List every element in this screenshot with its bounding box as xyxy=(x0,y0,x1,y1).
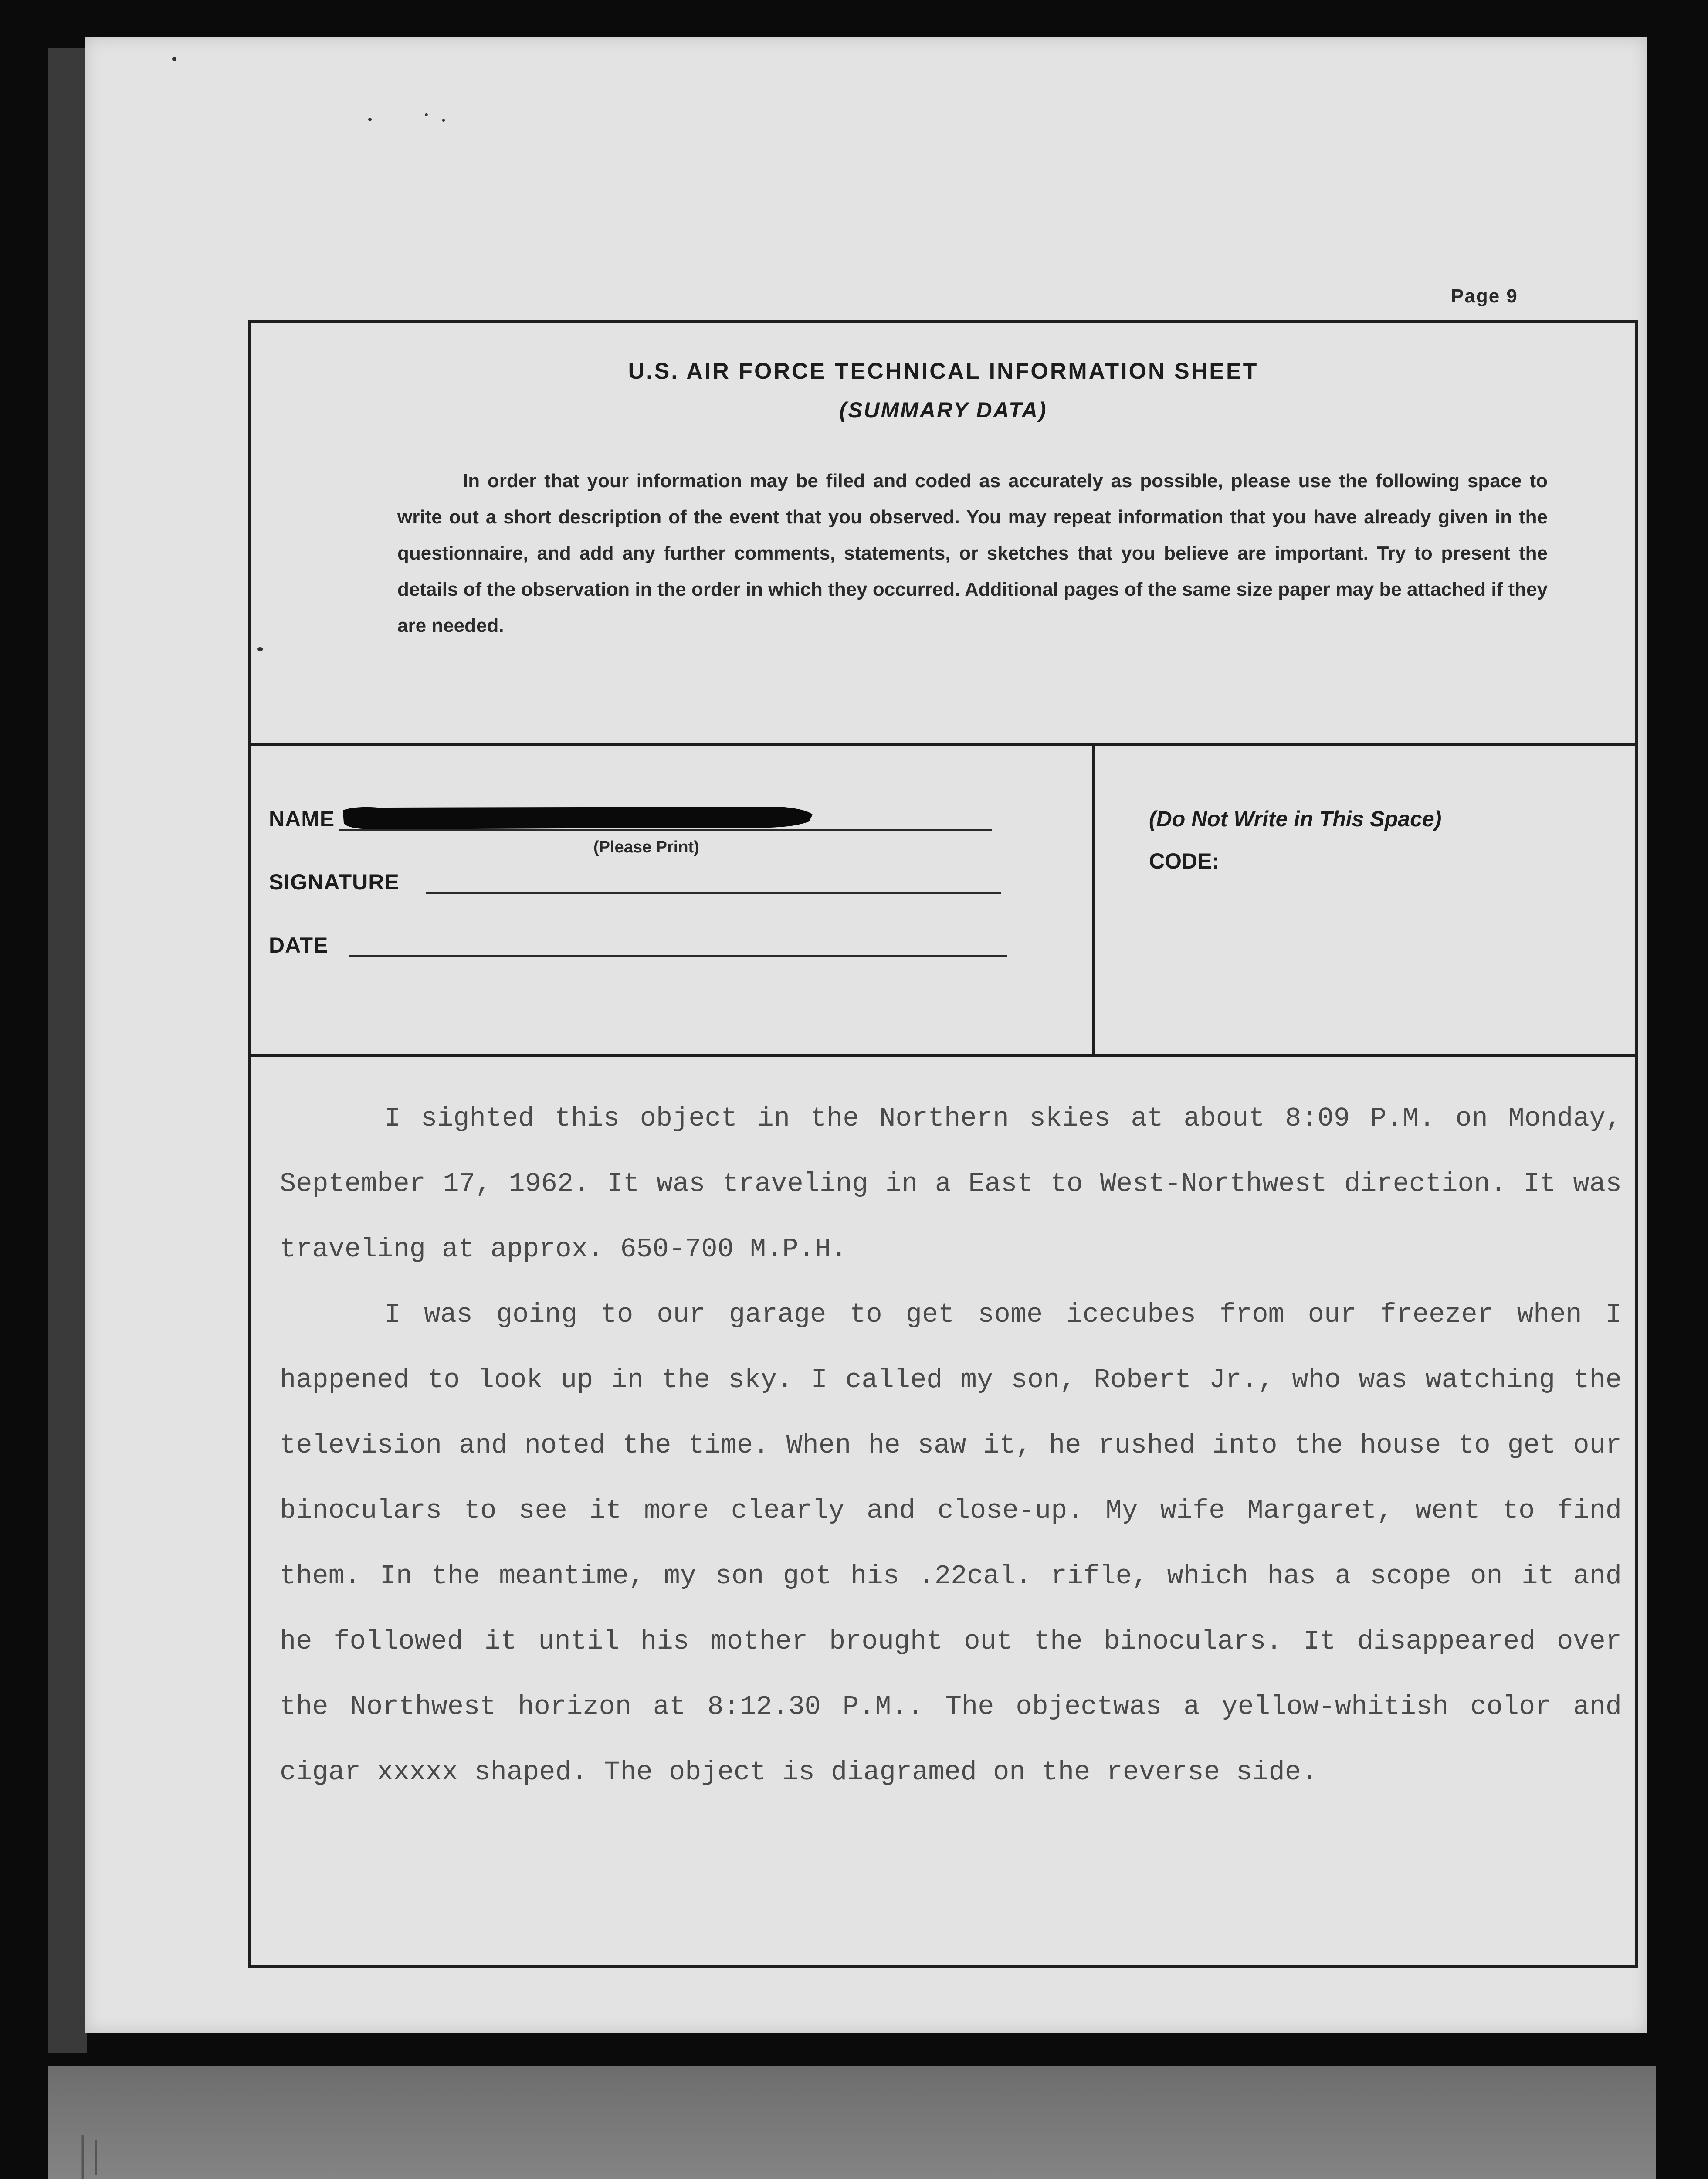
code-label: CODE: xyxy=(1149,849,1220,873)
film-speck xyxy=(425,113,428,116)
page-number: Page 9 xyxy=(1451,285,1518,307)
film-speck xyxy=(368,118,372,121)
form-instructions: In order that your information may be filed and coded as accurately as possible, please use the following space to write out a short description of the event that you observed. You may repeat information that you have already given in the questionnaire, and add any further comments, statements, or sketches that you believe are important. Try to present the details of the observation in the order in which they occurred. Additional pages of the same size paper may be attached if they are needed. xyxy=(397,470,1548,636)
film-edge-band xyxy=(48,48,87,2053)
film-lower-area xyxy=(48,2066,1656,2179)
fields-divider xyxy=(1092,743,1095,1054)
typed-narrative xyxy=(280,1086,1622,1805)
name-label: NAME xyxy=(269,807,335,831)
form-header xyxy=(251,323,1635,746)
signature-line[interactable] xyxy=(426,892,1001,894)
form-subtitle: (SUMMARY DATA) xyxy=(839,398,1047,422)
narrative-paragraph-2: I was going to our garage to get some icecubes from our freezer when I happened to look up in the sky. I called my son, Robert Jr., who was watching the television and noted the time. When he saw it, he rushed into the house to get our binoculars to see it more clearly and close-up. My wife Margaret, went to find them. In the meantime, my son got his .22cal. rifle, which has a scope on it and he followed it until his mother brought out the binoculars. It disappeared over the Northwest horizon at 8:12.30 P.M.. The objectwas a yellow-whitish color and cigar xxxxx shaped. The object is diagramed on the reverse side. xyxy=(280,1299,1622,1788)
film-speck xyxy=(172,57,176,61)
film-scratch-marks xyxy=(65,2127,179,2179)
print-hint: (Please Print) xyxy=(593,838,699,856)
narrative-paragraph-1: I sighted this object in the Northern skies at about 8:09 P.M. on Monday, September 17, 1962. It was traveling in a East to West-Northwest direction. It was traveling at approx. 650-700 M.P.H. xyxy=(280,1103,1622,1265)
official-use-note: (Do Not Write in This Space) xyxy=(1149,807,1442,831)
technical-information-form xyxy=(248,320,1638,1968)
film-speck xyxy=(442,119,445,122)
date-line[interactable] xyxy=(349,955,1007,957)
name-redaction xyxy=(343,804,813,831)
form-fields xyxy=(251,743,1635,1057)
signature-label: SIGNATURE xyxy=(269,870,400,894)
form-title: U.S. AIR FORCE TECHNICAL INFORMATION SHEET xyxy=(628,359,1259,384)
date-label: DATE xyxy=(269,933,329,957)
document-sheet xyxy=(85,37,1647,2033)
